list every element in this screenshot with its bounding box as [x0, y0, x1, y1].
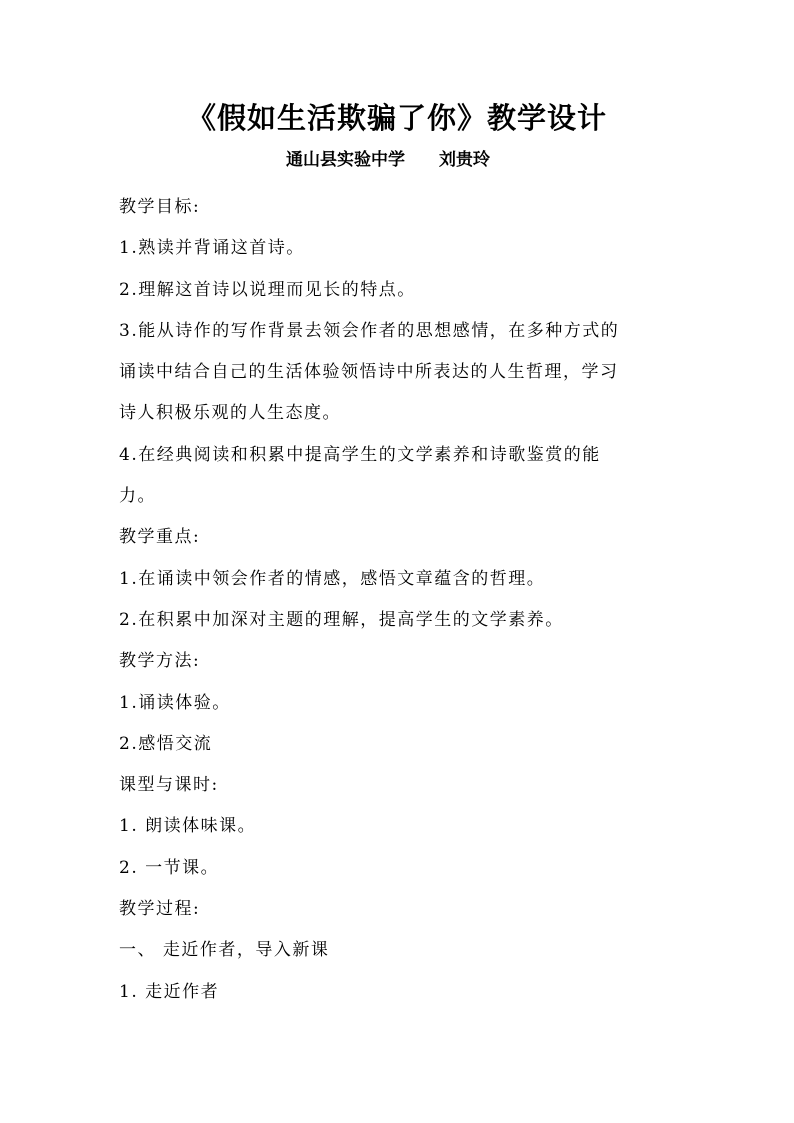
section-heading-objectives: 教学目标:: [119, 197, 201, 217]
document-title: 《假如生活欺骗了你》教学设计: [186, 101, 607, 135]
objective-4-line-2: 力。: [119, 486, 156, 507]
objective-1: 1.熟读并背诵这首诗。: [119, 238, 305, 259]
lesson-type-1: 1. 朗读体味课。: [119, 816, 257, 837]
document-byline: [286, 146, 490, 174]
process-step-1: 一、 走近作者，导入新课: [119, 940, 330, 961]
key-point-1: 1.在诵读中领会作者的情感，感悟文章蕴含的哲理。: [119, 568, 546, 589]
method-2: 2.感悟交流: [119, 733, 213, 754]
document-body: [119, 187, 679, 1013]
section-heading-methods: 教学方法:: [119, 651, 201, 672]
key-point-2: 2.在积累中加深对主题的理解，提高学生的文学素养。: [119, 609, 564, 630]
school-name: 通山县实验中学: [286, 150, 405, 170]
objective-3-line-3: 诗人积极乐观的人生态度。: [119, 403, 341, 424]
objective-3-line-2: 诵读中结合自己的生活体验领悟诗中所表达的人生哲理，学习: [119, 362, 619, 383]
objective-3-line-1: 3.能从诗作的写作背景去领会作者的思想感情，在多种方式的: [119, 320, 620, 341]
objective-2: 2.理解这首诗以说理而见长的特点。: [119, 279, 416, 300]
objective-4-line-1: 4.在经典阅读和积累中提高学生的文学素养和诗歌鉴赏的能: [119, 444, 601, 465]
lesson-type-2: 2. 一节课。: [119, 857, 220, 878]
section-heading-key-points: 教学重点:: [119, 527, 201, 548]
section-heading-lesson-type: 课型与课时:: [119, 775, 219, 796]
section-heading-process: 教学过程:: [119, 899, 201, 920]
author-name: 刘贵玲: [439, 150, 490, 170]
method-1: 1.诵读体验。: [119, 692, 231, 713]
process-substep-1: 1. 走近作者: [119, 981, 220, 1002]
